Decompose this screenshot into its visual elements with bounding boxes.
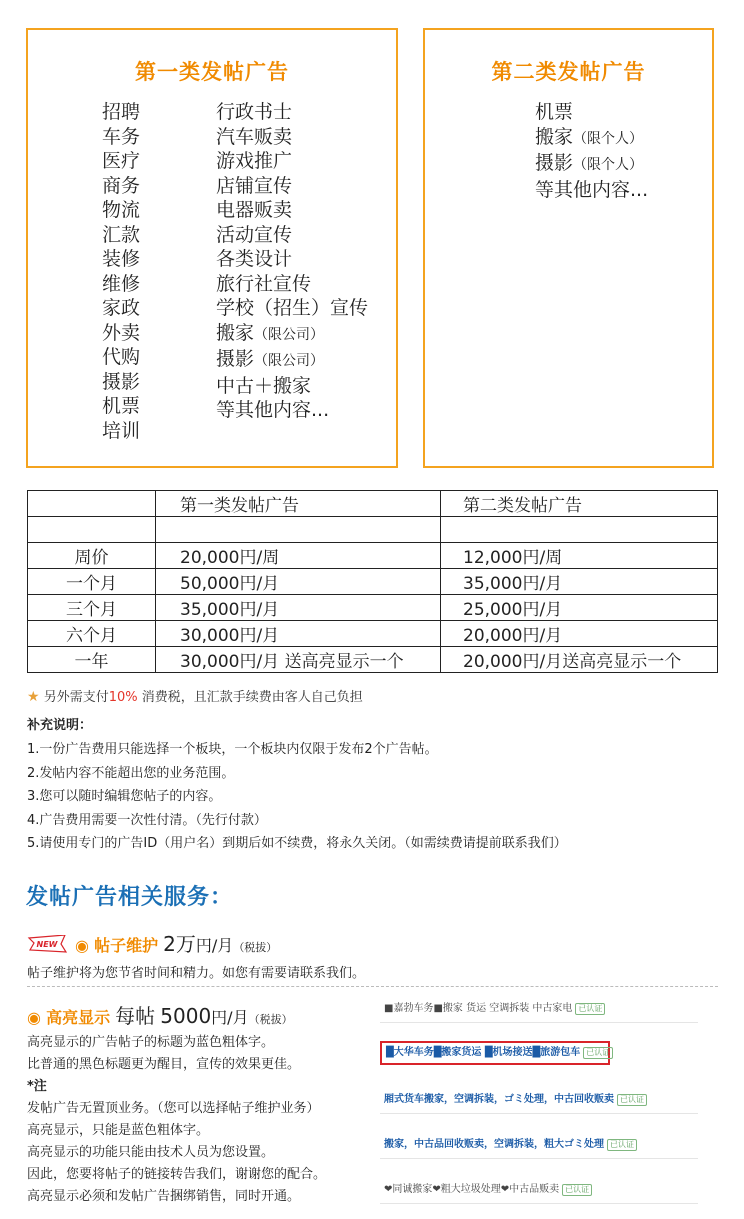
verified-tag: 已认证 xyxy=(617,1094,647,1106)
sample-post-text: 搬家，中古品回收贩卖，空调拆装，粗大ゴミ处理 xyxy=(384,1139,604,1150)
category-2-list xyxy=(535,100,648,202)
highlight-line: 高亮显示的广告帖子的标题为蓝色粗体字。 xyxy=(27,1035,275,1050)
price-cell xyxy=(441,517,718,543)
category-item-note: （限个人） xyxy=(573,130,644,147)
category-item xyxy=(216,100,368,125)
price-table-header xyxy=(28,491,718,517)
category-item: 医疗 xyxy=(102,150,141,172)
category-item-label: 搬家 xyxy=(216,321,255,344)
category-item: 物流 xyxy=(102,199,141,221)
header-cell xyxy=(28,491,156,517)
highlight-line: 发帖广告无置顶业务。（您可以选择帖子维护业务） xyxy=(27,1101,320,1116)
category-item-note: （限公司） xyxy=(254,353,325,369)
sample-post-text: ❤同诚搬家❤粗大垃圾处理❤中古品贩卖 xyxy=(384,1184,560,1195)
highlight-service xyxy=(27,1000,293,1029)
category-item xyxy=(216,174,368,199)
price-cell: 20,000円/周 xyxy=(156,543,441,569)
category-item-label: 等其他内容... xyxy=(535,178,649,201)
highlight-bullet-icon: ◉ xyxy=(27,1008,41,1027)
maintenance-service xyxy=(27,928,277,957)
supplement-title: 补充说明： xyxy=(27,718,93,733)
price-cell: 六个月 xyxy=(28,621,156,647)
price-row xyxy=(28,517,718,543)
category-item xyxy=(216,296,368,321)
sample-post-title[interactable] xyxy=(380,995,698,1023)
category-item-label: 中古＋搬家 xyxy=(216,374,312,397)
header-cell: 第一类发帖广告 xyxy=(156,491,441,517)
supplement-item: 2.发帖内容不能超出您的业务范围。 xyxy=(27,765,235,781)
verified-tag: 已认证 xyxy=(575,1003,605,1015)
category-item-note: （限个人） xyxy=(573,157,644,173)
category-item xyxy=(535,100,648,125)
category-item-label: 搬家 xyxy=(535,125,574,148)
category-item: 维修 xyxy=(102,272,141,295)
highlight-line: 高亮显示的功能只能由技术人员为您设置。 xyxy=(27,1145,275,1160)
category-item-label: 旅行社宣传 xyxy=(216,272,312,295)
highlight-per: 每帖 xyxy=(115,1004,156,1028)
category-item-note: （限公司） xyxy=(254,326,325,343)
supplement-list xyxy=(27,738,567,856)
category-item xyxy=(535,178,648,203)
category-box-1 xyxy=(26,28,398,468)
maintenance-name: 帖子维护 xyxy=(94,936,159,955)
highlight-description xyxy=(27,1032,326,1208)
category-item xyxy=(216,149,368,174)
supplement-item: 1.一份广告费用只能选择一个板块，一个板块内仅限于发布2个广告帖。 xyxy=(27,742,438,757)
price-cell: 35,000円/月 xyxy=(441,569,718,595)
category-item xyxy=(216,398,368,423)
category-item: 摄影 xyxy=(102,370,141,393)
header-cell: 第二类发帖广告 xyxy=(441,491,718,517)
category-item xyxy=(216,321,368,348)
highlight-line: 比普通的黑色标题更为醒目，宣传的效果更佳。 xyxy=(27,1057,301,1072)
category-item-label: 摄影 xyxy=(216,348,255,370)
supplement-item: 3.您可以随时编辑您帖子的内容。 xyxy=(27,789,222,804)
maintenance-bullet-icon: ◉ xyxy=(75,936,89,955)
divider xyxy=(27,986,718,987)
category-item xyxy=(216,198,368,223)
price-cell: 三个月 xyxy=(28,595,156,621)
sample-post-text: ■嘉勃车务■搬家 货运 空调拆装 中古家电 xyxy=(384,1003,573,1014)
category-item-label: 行政书士 xyxy=(216,101,293,123)
category-item-label: 摄影 xyxy=(535,152,574,174)
price-cell: 30,000円/月 送高亮显示一个 xyxy=(156,647,441,673)
category-1-list-left xyxy=(102,100,140,443)
category-item: 培训 xyxy=(102,419,141,442)
highlight-line: *注 xyxy=(27,1079,47,1094)
price-cell: 一个月 xyxy=(28,569,156,595)
category-item xyxy=(216,347,368,374)
services-title: 发帖广告相关服务： xyxy=(26,885,234,910)
price-cell xyxy=(156,517,441,543)
highlight-tax: （税拔） xyxy=(248,1013,293,1026)
category-item: 家政 xyxy=(102,297,141,319)
category-item: 车务 xyxy=(102,125,141,148)
category-item xyxy=(216,374,368,399)
price-row xyxy=(28,647,718,673)
category-item-label: 等其他内容... xyxy=(216,399,330,421)
price-cell: 20,000円/月送高亮显示一个 xyxy=(441,647,718,673)
category-item xyxy=(216,247,368,272)
category-item: 机票 xyxy=(102,395,141,417)
category-item-label: 店铺宣传 xyxy=(216,174,293,197)
highlight-name: 高亮显示 xyxy=(46,1008,111,1027)
category-item xyxy=(216,223,368,248)
price-cell: 周价 xyxy=(28,543,156,569)
sample-post-title[interactable] xyxy=(380,1086,698,1114)
svg-text:NEW: NEW xyxy=(36,940,58,949)
price-cell: 一年 xyxy=(28,647,156,673)
price-cell: 35,000円/月 xyxy=(156,595,441,621)
tax-note-after: 消费税，且汇款手续费由客人自己负担 xyxy=(137,690,363,705)
supplement-item: 4.广告费用需要一次性付清。（先行付款） xyxy=(27,812,267,828)
highlight-line: 因此，您要将帖子的链接转告我们，谢谢您的配合。 xyxy=(27,1167,327,1182)
verified-tag: 已认证 xyxy=(607,1139,637,1151)
price-cell: 25,000円/月 xyxy=(441,595,718,621)
category-item-label: 电器贩卖 xyxy=(216,199,293,221)
category-item: 外卖 xyxy=(102,321,141,344)
highlight-line: 高亮显示必须和发帖广告捆绑销售，同时开通。 xyxy=(27,1189,301,1204)
highlight-line: 高亮显示，只能是蓝色粗体字。 xyxy=(27,1123,210,1138)
star-icon: ★ xyxy=(27,689,40,705)
maintenance-description: 帖子维护将为您节省时间和精力。如您有需要请联系我们。 xyxy=(27,966,366,981)
tax-note-before: 另外需支付 xyxy=(43,690,109,705)
category-item xyxy=(535,151,648,178)
price-cell xyxy=(28,517,156,543)
price-row xyxy=(28,595,718,621)
category-1-list-right xyxy=(216,100,368,423)
category-item xyxy=(216,125,368,150)
category-item: 汇款 xyxy=(102,223,141,246)
category-item xyxy=(216,272,368,297)
category-item: 商务 xyxy=(102,174,141,197)
highlight-price: 5000 xyxy=(160,1004,212,1028)
sample-post-title[interactable] xyxy=(380,1176,698,1204)
category-item-label: 活动宣传 xyxy=(216,223,293,246)
sample-post-text: █大华车务█搬家货运 █机场接送█旅游包车 xyxy=(386,1047,581,1058)
maintenance-price: 2万 xyxy=(163,932,196,956)
category-2-title: 第二类发帖广告 xyxy=(491,60,646,84)
category-item-label: 游戏推广 xyxy=(216,150,293,172)
category-1-title: 第一类发帖广告 xyxy=(135,60,289,84)
sample-post-title[interactable] xyxy=(380,1131,698,1159)
price-cell: 20,000円/月 xyxy=(441,621,718,647)
highlight-unit: 円/月 xyxy=(211,1008,249,1027)
new-badge-icon xyxy=(27,935,67,953)
tax-percent: 10% xyxy=(108,690,138,705)
category-item: 招聘 xyxy=(102,101,141,123)
price-cell: 30,000円/月 xyxy=(156,621,441,647)
category-item-label: 学校（招生）宣传 xyxy=(216,297,369,319)
price-row xyxy=(28,569,718,595)
category-item-label: 汽车贩卖 xyxy=(216,125,293,148)
maintenance-unit: 円/月 xyxy=(195,936,234,955)
price-cell: 50,000円/月 xyxy=(156,569,441,595)
sample-post-title[interactable] xyxy=(380,1041,610,1065)
category-item: 代购 xyxy=(102,346,141,368)
category-item-label: 各类设计 xyxy=(216,248,293,270)
category-item-label: 机票 xyxy=(535,101,574,123)
category-box-2 xyxy=(423,28,714,468)
price-table xyxy=(27,490,718,673)
sample-post-text: 厢式货车搬家，空调拆装，ゴミ处理，中古回收贩卖 xyxy=(384,1094,614,1105)
verified-tag: 已认证 xyxy=(583,1047,613,1059)
tax-note xyxy=(27,686,363,705)
supplement-item: 5.请使用专门的广告ID（用户名）到期后如不续费，将永久关闭。（如需续费请提前联系我们） xyxy=(27,836,567,851)
category-item xyxy=(535,125,648,152)
maintenance-tax: （税拔） xyxy=(233,941,278,954)
verified-tag: 已认证 xyxy=(562,1184,592,1196)
price-cell: 12,000円/周 xyxy=(441,543,718,569)
category-item: 装修 xyxy=(102,248,141,270)
price-row xyxy=(28,621,718,647)
price-row xyxy=(28,543,718,569)
